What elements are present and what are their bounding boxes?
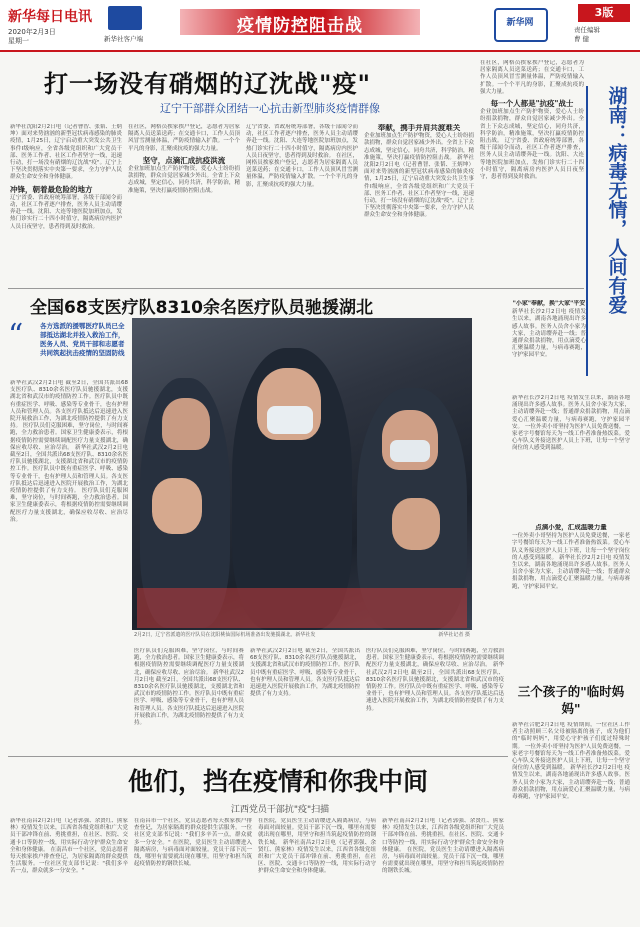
right-text3: 新华社合肥2月2日电 疫情期间，一位社区工作者主动照顾三名父母被隔离的孩子，成为他们的"临时妈妈"，用爱心守护孩子们度过特殊时期。 xyxy=(512,722,630,750)
top-col3-text-c: 在社区，网格员挨家挨户登记，志愿者为居家隔离人员送菜送药；在交通卡口，工作人员顶风冒雪测量体温，严防疫情输入扩散。一个个平凡的身影，汇聚成抗疫的强大力量。 xyxy=(480,60,584,95)
top-story-col1 xyxy=(10,124,122,284)
photo-caption xyxy=(134,632,470,639)
bottom-headline: 他们，挡在疫情和你我中间 xyxy=(127,767,428,796)
bottom-col1-text-c: 新华社南昌2月2日电（记者郭强、余贤红、熊家林）疫情发生以来，江西省各级党组织和广大党员干部冲锋在前、勇挑重担，在社区、医院、交通卡口等防控一线，用实际行动守护群众生命安全和身体健康。 xyxy=(382,818,504,853)
bottom-col1-text: 新华社南昌2月2日电（记者郭强、余贤红、熊家林）疫情发生以来，江西省各级党组织和广大党员干部冲锋在前、勇挑重担，在社区、医院、交通卡口等防控一线，用实际行动守护群众生命安全和身体健康。 xyxy=(10,818,128,853)
page-number-badge: 3版 xyxy=(578,4,630,22)
right-vertical-title-text: 湖南：病毒无情，人间有爱 xyxy=(605,86,628,314)
top-story-col5 xyxy=(480,60,584,284)
photo-face xyxy=(162,398,210,450)
top-section3-head: 奉献，携手并肩共渡难关 xyxy=(377,124,461,132)
top-story-col2 xyxy=(128,124,240,284)
photo-mask xyxy=(267,406,313,434)
middle-col1-text-d: 新华社武汉2月2日电 截至2日，全国共派出68支医疗队、8310余名医疗队员驰援湖北，支援湖北省和武汉市的疫情防控工作。医疗队员中既有重症医学、呼吸、感染等专业骨干，也有护理人员和管理人员。各支医疗队抵达后迅速进入医院开展救治工作，为湖北疫情防控提供了有力支持。 xyxy=(250,648,360,698)
middle-col1-text-b: 新华社武汉2月2日电 截至2日，全国共派出68支医疗队、8310余名医疗队员驰援湖北，支援湖北省和武汉市的疫情防控工作。医疗队员中既有重症医学、呼吸、感染等专业骨干，也有护理人员和管理人员。各支医疗队抵达后迅速进入医院开展救治工作，为湖北疫情防控提供了有力支持。 xyxy=(10,444,128,495)
top-headline: 打一场没有硝烟的辽沈战"疫" xyxy=(44,70,372,98)
editor-label: 责任编辑 xyxy=(574,26,600,34)
bottom-col2-text-b: 在南昌市一个社区，党员志愿者每天挨家挨户排查登记，为居家隔离的群众提供生活服务。一位社区党支部书记说："我们多辛苦一点，群众就多一分安全。" xyxy=(134,818,252,846)
issue-weekday: 星期一 xyxy=(8,37,29,45)
photo-hand xyxy=(392,498,440,550)
middle-col1-text: 新华社武汉2月2日电 截至2日，全国共派出68支医疗队、8310余名医疗队员驰援湖北，支援湖北省和武汉市的疫情防控工作。医疗队员中既有重症医学、呼吸、感染等专业骨干，也有护理人员和管理人员。各支医疗队抵达后迅速进入医院开展救治工作，为湖北疫情防控提供了有力支持。 xyxy=(10,380,128,430)
middle-story-col1 xyxy=(10,380,128,752)
middle-story-col4 xyxy=(366,648,504,752)
right-text1-d: 新华社长沙2月2日电 疫情发生以来，湖南各地涌现出许多感人故事。医务人员舍小家为大家，主动请缨奔赴一线；普通群众捐款捐物，用点滴爱心汇聚温暖力量，与病毒赛跑，守护家园平安。 xyxy=(512,765,630,801)
middle-col1-text-e: 新华社武汉2月2日电 截至2日，全国共派出68支医疗队、8310余名医疗队员驰援湖北，支援湖北省和武汉市的疫情防控工作。医疗队员中既有重症医学、呼吸、感染等专业骨干，也有护理人员和管理人员。各支医疗队抵达后迅速进入医院开展救治工作，为湖北疫情防控提供了有力支持。 xyxy=(366,662,504,712)
middle-col2-text: 医疗队员们克服困难，坚守岗位，与时间赛跑，全力救治患者。国家卫生健康委表示，将根据疫情防控需要继续调配医疗力量支援湖北，确保应收尽收、应治尽治。 xyxy=(10,423,128,451)
top-col3-text-b: 在社区，网格员挨家挨户登记，志愿者为居家隔离人员送菜送药；在交通卡口，工作人员顶风冒雪测量体温，严防疫情输入扩散。一个个平凡的身影，汇聚成抗疫的强大力量。 xyxy=(246,152,358,188)
bottom-col3-text-b: 在医院，党员医生主动请缨进入隔离病房，与病毒面对面较量。党员干部下沉一线，哪里有需要就出现在哪里，用坚守和担当筑起疫情防控的钢铁长城。 xyxy=(258,818,376,846)
right-text2-b: 一位外卖小哥坚持为医护人员免费送餐，一家老字号餐馆每天为一线工作者准备热饭菜。爱心车队义务接送医护人员上下班，让每一个坚守岗位的人感受到温暖。 xyxy=(512,533,630,561)
middle-col1-text-c: 新华社武汉2月2日电 截至2日，全国共派出68支医疗队、8310余名医疗队员驰援湖北，支援湖北省和武汉市的疫情防控工作。医疗队员中既有重症医学、呼吸、感染等专业骨干，也有护理人员和管理人员。各支医疗队抵达后迅速进入医院开展救治工作，为湖北疫情防控提供了有力支持。 xyxy=(134,669,244,727)
bottom-col1-text-b: 新华社南昌2月2日电（记者郭强、余贤红、熊家林）疫情发生以来，江西省各级党组织和广大党员干部冲锋在前、勇挑重担，在社区、医院、交通卡口等防控一线，用实际行动守护群众生命安全和身体健康。 xyxy=(258,839,376,875)
bottom-story-col3 xyxy=(258,818,376,922)
vertical-title-bar xyxy=(586,86,588,376)
section-banner-text: 疫情防控阻击战 xyxy=(237,16,363,36)
right-col-text4 xyxy=(512,722,630,922)
middle-col2-text-c: 医疗队员们克服困难，坚守岗位，与时间赛跑，全力救治患者。国家卫生健康委表示，将根据疫情防控需要继续调配医疗力量支援湖北，确保应收尽收、应治尽治。 xyxy=(134,648,244,676)
photo-red-jackets xyxy=(137,588,467,628)
middle-col2-text-d: 医疗队员们克服困难，坚守岗位，与时间赛跑，全力救治患者。国家卫生健康委表示，将根据疫情防控需要继续调配医疗力量支援湖北，确保应收尽收、应治尽治。 xyxy=(366,648,504,669)
top-col2-text-c: 辽宁省委、省政府统筹部署，各级干部闻令而动，社区工作者逐户排查，医务人员主动请缨奔赴一线。沈阳、大连等地医院加班加点，发热门诊实行二十四小时值守，隔离病房内医护人员日夜坚守，患者得到及时救治。 xyxy=(480,138,584,181)
top-col4-text-c: 企业加班加点生产防护物资，爱心人士纷纷捐款捐物，群众自觉居家减少外出。全省上下众志成城，坚定信心，同舟共济，科学防治，精准施策，坚决打赢疫情防控阻击战。 xyxy=(480,109,584,145)
top-col1-text-b: 新华社沈阳2月2日电（记者曹智、张韬、王炳坤）面对来势汹汹的新型冠状病毒感染的肺炎疫情，1月25日，辽宁启动重大突发公共卫生事件Ⅰ级响应，全省各级党组织和广大党员干部、医务工作者、社区工作者坚守一线，迅速行动，打一场没有硝烟的辽沈战"疫"。辽宁上下坚决贯彻落实中央第一要求，全力守护人民群众生命安全和身体健康。 xyxy=(364,154,474,219)
editor-credit xyxy=(574,26,600,44)
right-col-text3 xyxy=(512,524,630,674)
news-photo xyxy=(132,318,472,630)
middle-lead: 各方选派的援鄂医疗队员已全部抵达湖北并投入救治工作，医务人员、党员干部和志愿者共同筑起抗击疫情的坚固防线 xyxy=(40,322,125,357)
app-logo-text: 新华网 xyxy=(506,18,534,28)
divider xyxy=(8,288,584,289)
quote-mark-icon: “ xyxy=(8,318,24,353)
top-subhead: 辽宁干部群众团结一心抗击新型肺炎疫情群像 xyxy=(160,102,380,115)
middle-col2-text-b: 医疗队员们克服困难，坚守岗位，与时间赛跑，全力救治患者。国家卫生健康委表示，将根据疫情防控需要继续调配医疗力量支援湖北，确保应收尽收、应治尽治。 xyxy=(10,488,128,523)
photo-hand xyxy=(152,478,202,534)
right-section-head1: "小家"奉献，换"大家"平安 xyxy=(512,300,586,307)
top-story-col4 xyxy=(364,124,474,284)
logo-label: 新华社客户端 xyxy=(104,35,143,43)
top-col3-text: 在社区，网格员挨家挨户登记，志愿者为居家隔离人员送菜送药；在交通卡口，工作人员顶风冒雪测量体温，严防疫情输入扩散。一个个平凡的身影，汇聚成抗疫的强大力量。 xyxy=(128,124,240,152)
middle-story-col3 xyxy=(250,648,360,752)
right-text1: 新华社长沙2月2日电 疫情发生以来，湖南各地涌现出许多感人故事。医务人员舍小家为大家，主动请缨奔赴一线；普通群众捐款捐物，用点滴爱心汇聚温暖力量，与病毒赛跑，守护家园平安。 xyxy=(512,309,586,359)
top-col2-text-a: 辽宁省委、省政府统筹部署，各级干部闻令而动，社区工作者逐户排查，医务人员主动请缨奔赴一线。沈阳、大连等地医院加班加点，发热门诊实行二十四小时值守，隔离病房内医护人员日夜坚守，患者得到及时救治。 xyxy=(10,194,122,230)
top-col1-text: 新华社沈阳2月2日电（记者曹智、张韬、王炳坤）面对来势汹汹的新型冠状病毒感染的肺炎疫情，1月25日，辽宁启动重大突发公共卫生事件Ⅰ级响应，全省各级党组织和广大党员干部、医务工作者、社区工作者坚守一线，迅速行动，打一场没有硝烟的辽沈战"疫"。辽宁上下坚决贯彻落实中央第一要求，全力守护人民群众生命安全和身体健康。 xyxy=(10,124,122,181)
top-story-col3 xyxy=(246,124,358,284)
bottom-story-col1 xyxy=(10,818,128,922)
bottom-subhead: 江西党员干部抗"疫"扫描 xyxy=(230,805,330,815)
top-section1-head: 冲锋，朝着最危险的地方 xyxy=(10,184,93,194)
bottom-col3-text: 在医院，党员医生主动请缨进入隔离病房，与病毒面对面较量。党员干部下沉一线，哪里有需要就出现在哪里，用坚守和担当筑起疫情防控的钢铁长城。 xyxy=(134,839,252,868)
kids-headline: 三个孩子的"临时妈妈" xyxy=(517,684,625,716)
middle-headline: 全国68支医疗队8310余名医疗队员驰援湖北 xyxy=(30,298,373,318)
bottom-story-col4 xyxy=(382,818,504,922)
editor-name: 曹 健 xyxy=(574,35,590,43)
top-col2-text-b: 辽宁省委、省政府统筹部署，各级干部闻令而动，社区工作者逐户排查，医务人员主动请缨奔赴一线。沈阳、大连等地医院加班加点，发热门诊实行二十四小时值守，隔离病房内医护人员日夜坚守，患者得到及时救治。 xyxy=(246,124,358,159)
photo-mask xyxy=(390,440,430,462)
right-text2: 一位外卖小哥坚持为医护人员免费送餐，一家老字号餐馆每天为一线工作者准备热饭菜。爱心车队义务接送医护人员上下班，让每一个坚守岗位的人感受到温暖。 xyxy=(512,423,630,452)
bottom-col2-text: 在南昌市一个社区，党员志愿者每天挨家挨户排查登记，为居家隔离的群众提供生活服务。一位社区党支部书记说："我们多辛苦一点，群众就多一分安全。" xyxy=(10,846,128,875)
xinhua-client-logo-icon xyxy=(108,6,142,30)
paper-name: 新华每日电讯 xyxy=(8,9,92,25)
bottom-col3-text-c: 在医院，党员医生主动请缨进入隔离病房，与病毒面对面较量。党员干部下沉一线，哪里有需要就出现在哪里，用坚守和担当筑起疫情防控的钢铁长城。 xyxy=(382,846,504,875)
photo-credit: 新华社记者 摄 xyxy=(438,632,470,638)
issue-date: 2020年2月3日 xyxy=(8,28,56,36)
photo-caption-text: 2月2日，辽宁省派遣的医疗队员在沈阳桃仙国际机场准备出发驰援湖北。新华社发 xyxy=(134,632,316,638)
right-vertical-title xyxy=(596,86,636,320)
divider xyxy=(8,756,508,757)
top-col4-text: 企业加班加点生产防护物资，爱心人士纷纷捐款捐物，群众自觉居家减少外出。全省上下众志成城，坚定信心，同舟共济，科学防治，精准施策，坚决打赢疫情防控阻击战。 xyxy=(128,166,240,194)
right-section-head2: 点滴小爱，汇成温暖力量 xyxy=(535,524,607,531)
bottom-story-col2 xyxy=(134,818,252,922)
top-col4-text-b: 企业加班加点生产防护物资，爱心人士纷纷捐款捐物，群众自觉居家减少外出。全省上下众志成城，坚定信心，同舟共济，科学防治，精准施策，坚决打赢疫情防控阻击战。 xyxy=(364,133,474,161)
middle-story-col2 xyxy=(134,648,244,752)
right-text1-b: 新华社长沙2月2日电 疫情发生以来，湖南各地涌现出许多感人故事。医务人员舍小家为大家，主动请缨奔赴一线；普通群众捐款捐物，用点滴爱心汇聚温暖力量，与病毒赛跑，守护家园平安。 xyxy=(512,395,630,430)
right-col-text2 xyxy=(512,395,630,520)
right-text2-c: 一位外卖小哥坚持为医护人员免费送餐，一家老字号餐馆每天为一线工作者准备热饭菜。爱心车队义务接送医护人员上下班，让每一个坚守岗位的人感受到温暖。 xyxy=(512,743,630,772)
right-text1-c: 新华社长沙2月2日电 疫情发生以来，湖南各地涌现出许多感人故事。医务人员舍小家为大家，主动请缨奔赴一线；普通群众捐款捐物，用点滴爱心汇聚温暖力量，与病毒赛跑，守护家园平安。 xyxy=(512,554,630,590)
paper-date xyxy=(8,28,56,46)
top-section4-head: 每一个人都是"抗疫"战士 xyxy=(490,99,574,109)
top-section2-head: 坚守，点滴汇成抗疫洪流 xyxy=(142,155,226,165)
